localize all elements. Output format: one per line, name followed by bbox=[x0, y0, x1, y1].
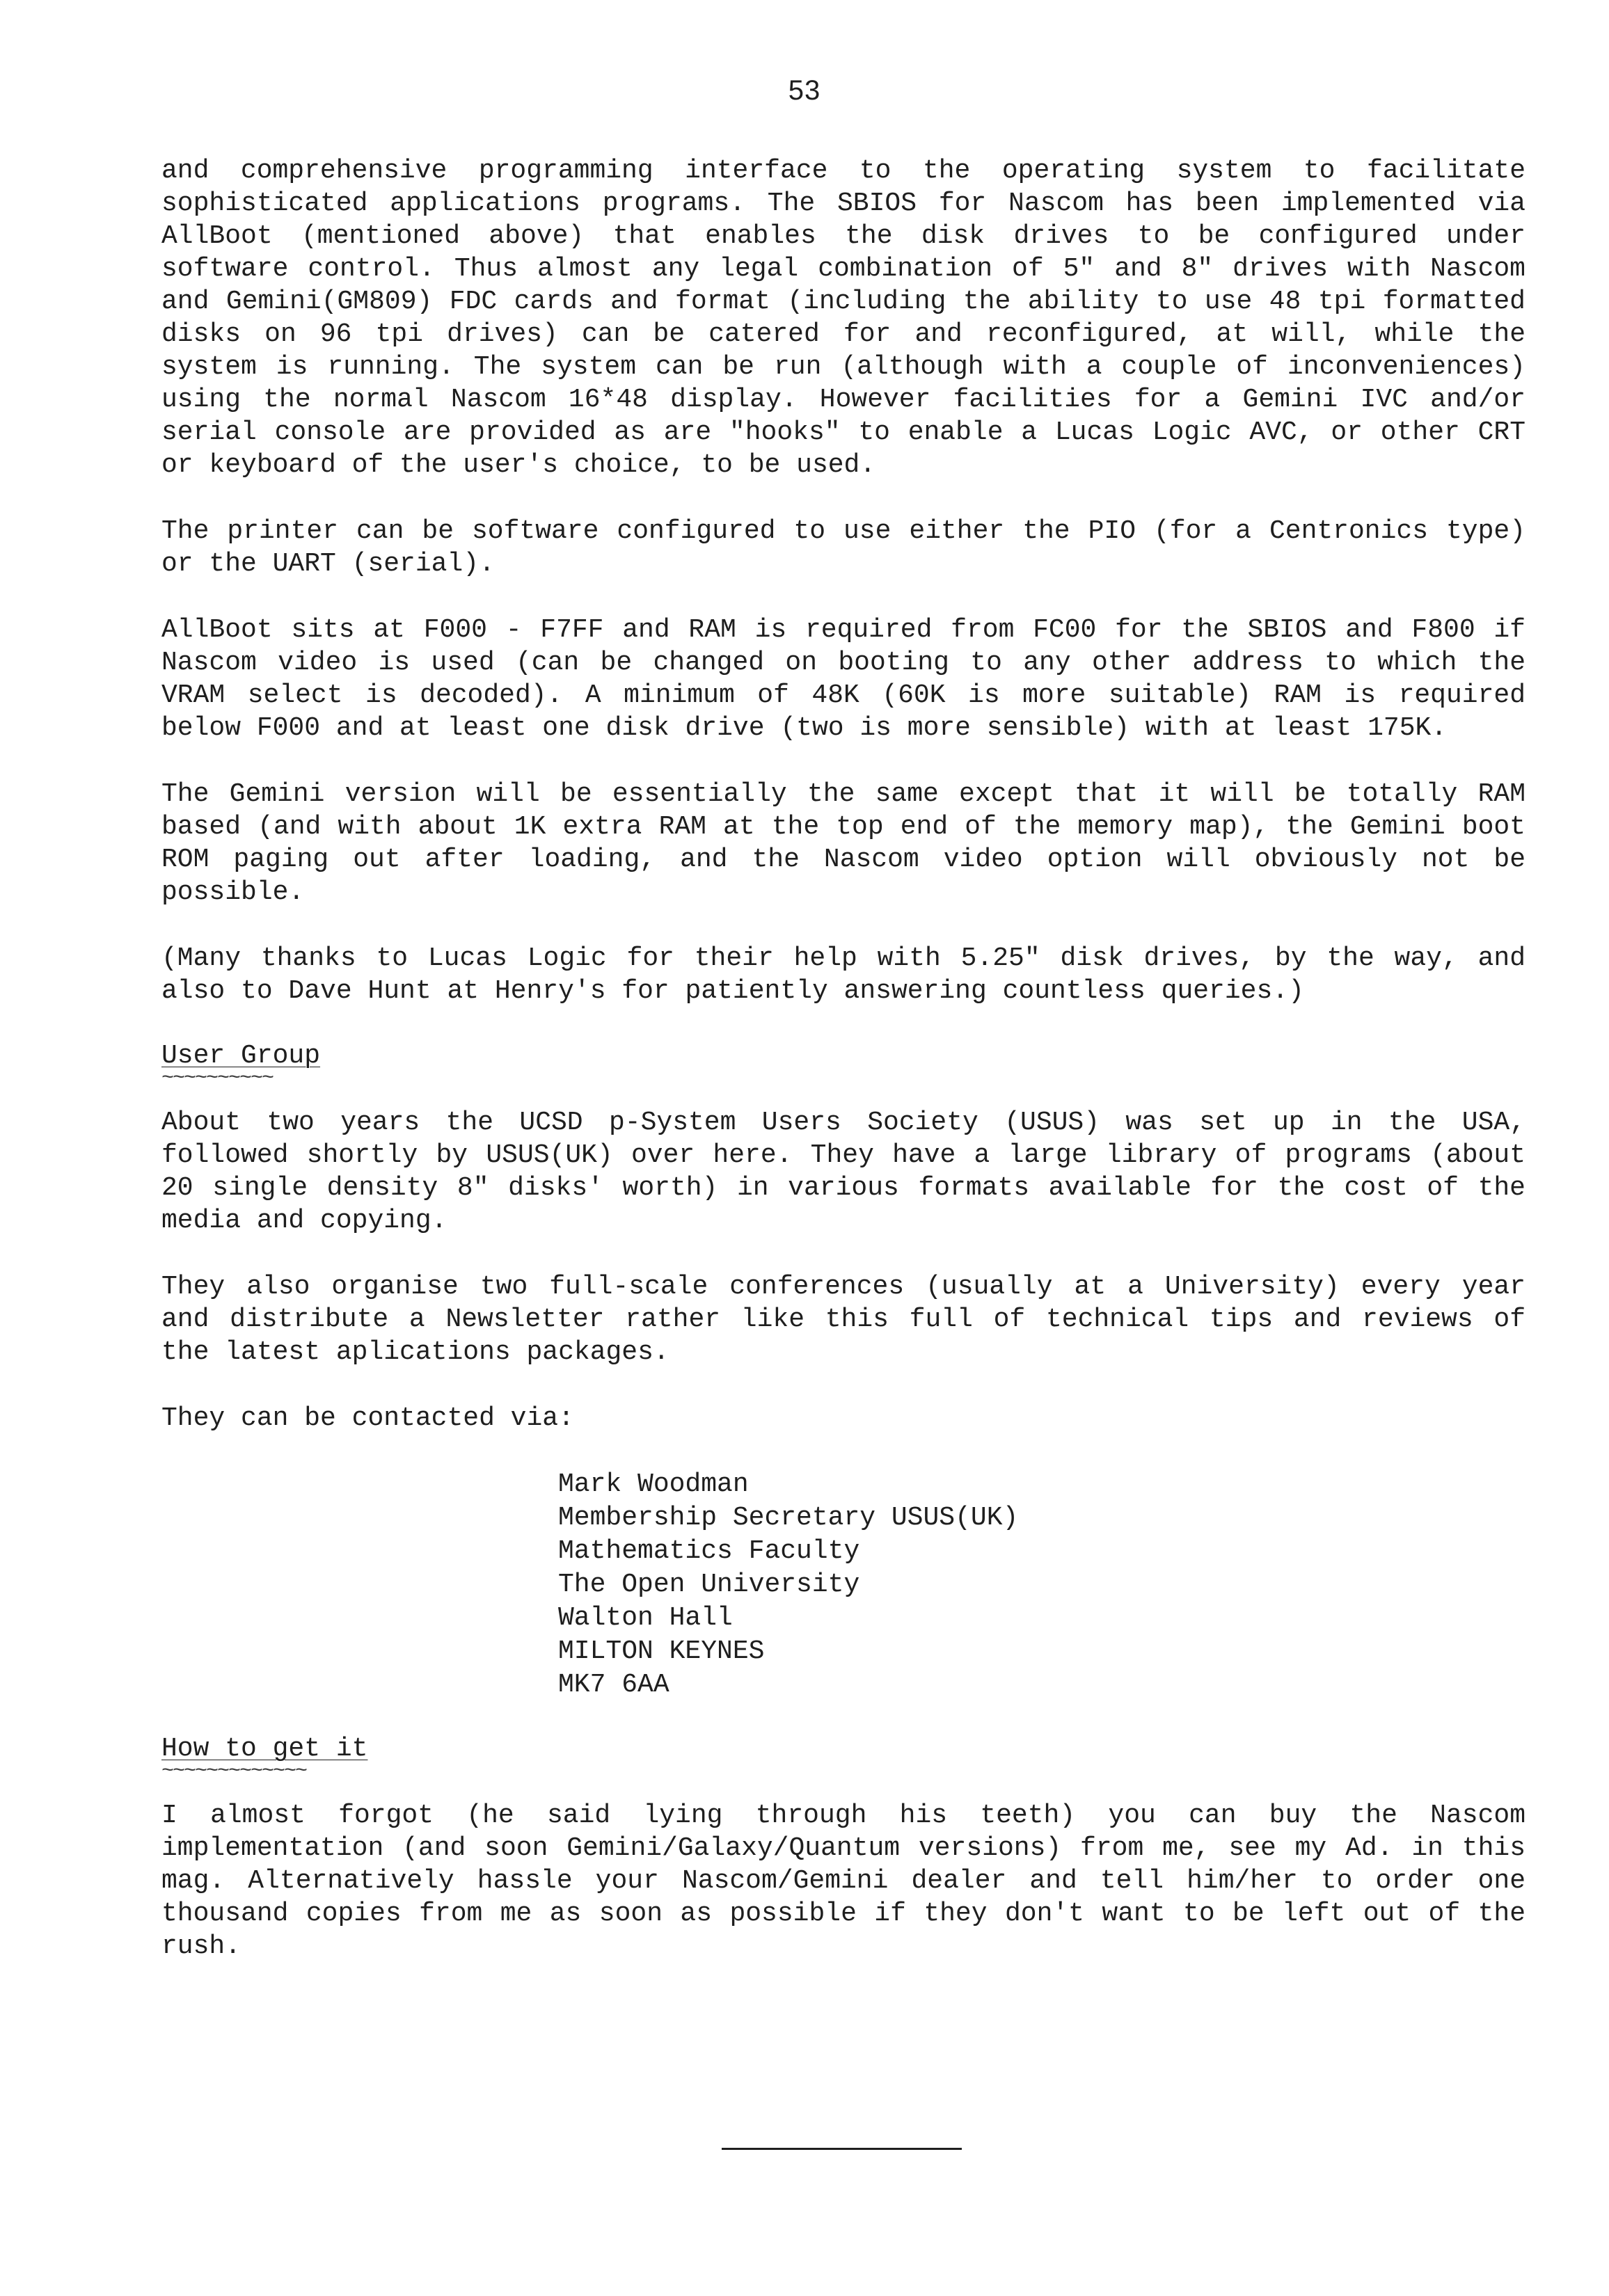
end-of-article-rule bbox=[722, 2148, 962, 2150]
page-number: 53 bbox=[788, 75, 821, 106]
paragraph-allboot-memory: AllBoot sits at F000 - F7FF and RAM is required from FC00 for the SBIOS and F800 if Nascom video is used (can be changed on booting to any other address to which the VRAM select is decoded). A minimum of 48K (60K is more suitable) RAM is required below F000 and at least one disk drive (two is more sensible) with at least 175K. bbox=[161, 615, 1525, 743]
heading-underline-tildes: ~~~~~~~~~~ bbox=[161, 1067, 274, 1090]
address-line: The Open University bbox=[558, 1570, 860, 1600]
paragraph-sbios: and comprehensive programming interface to the operating system to facilitate sophisticated applications programs. The SBIOS for Nascom has been implemented via AllBoot (mentioned above) that enables the disk drives to be configured under software control. Thus almost any legal combination of 5" and 8" drives with Nascom and Gemini(GM809) FDC cards and format (including the ability to use 48 tpi formatted disks on 96 tpi drives) can be catered for and reconfigured, at will, while the system is running. The system can be run (although with a couple of inconveniences) using the normal Nascom 16*48 display. However facilities for a Gemini IVC and/or serial console are provided as are "hooks" to enable a Lucas Logic AVC, or other CRT or keyboard of the user's choice, to be used. bbox=[161, 156, 1525, 480]
paragraph-gemini-version: The Gemini version will be essentially the same except that it will be totally RAM based (and with about 1K extra RAM at the top end of the memory map), the Gemini boot ROM paging out after loading, and the Nascom video option will obviously not be possible. bbox=[161, 779, 1525, 907]
document-body bbox=[161, 154, 1525, 1996]
address-line: Membership Secretary USUS(UK) bbox=[558, 1503, 1019, 1533]
contact-address bbox=[558, 1468, 1525, 1702]
address-line: MK7 6AA bbox=[558, 1670, 669, 1700]
heading-user-group: User Group bbox=[161, 1041, 321, 1071]
paragraph-how-to-buy: I almost forgot (he said lying through his teeth) you can buy the Nascom implementation (and soon Gemini/Galaxy/Quantum versions) from me, see my Ad. in this mag. Alternatively hassle your Nascom/Gemini dealer and tell him/her to order one thousand copies from me as soon as possible if they don't want to be left out of the rush. bbox=[161, 1801, 1525, 1961]
address-line: Mathematics Faculty bbox=[558, 1536, 860, 1566]
heading-underline-tildes: ~~~~~~~~~~~~~ bbox=[161, 1760, 307, 1783]
paragraph-printer: The printer can be software configured to use either the PIO (for a Centronics type) or the UART (serial). bbox=[161, 516, 1525, 579]
heading-how-to-get-it: How to get it bbox=[161, 1734, 368, 1764]
paragraph-thanks: (Many thanks to Lucas Logic for their help with 5.25" disk drives, by the way, and also to Dave Hunt at Henry's for patiently answering countless queries.) bbox=[161, 943, 1525, 1006]
paragraph-contact: They can be contacted via: bbox=[161, 1403, 574, 1433]
address-line: Mark Woodman bbox=[558, 1469, 749, 1499]
section-how-to-get-it bbox=[161, 1734, 1525, 1963]
section-user-group bbox=[161, 1041, 1525, 1702]
address-line: Walton Hall bbox=[558, 1603, 733, 1633]
paragraph-conferences: They also organise two full-scale conferences (usually at a University) every year and distribute a Newsletter rather like this full of technical tips and reviews of the latest aplications packages. bbox=[161, 1272, 1525, 1367]
address-line: MILTON KEYNES bbox=[558, 1636, 765, 1666]
paragraph-usus: About two years the UCSD p-System Users Society (USUS) was set up in the USA, followed shortly by USUS(UK) over here. They have a large library of programs (about 20 single density 8" disks' worth) in various formats available for the cost of the media and copying. bbox=[161, 1108, 1525, 1236]
